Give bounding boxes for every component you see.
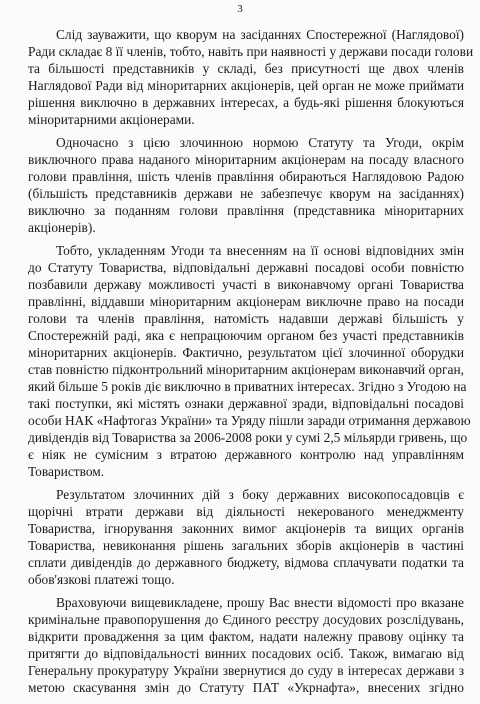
paragraph — [28, 134, 464, 236]
paragraph — [28, 242, 471, 480]
paragraph — [28, 26, 474, 128]
text-line: Тобто, укладенням Угоди та внесенням на її основі відповідних змін — [56, 243, 464, 258]
text-line: відкрити провадження за цим фактом, надати належну правову оцінку та — [28, 629, 464, 644]
text-line: позбавили державу можливості участі в виконавчому органі Товариства — [28, 277, 464, 292]
text-line: Слід зауважити, що кворум на засіданнях Спостережної (Наглядової) — [56, 27, 464, 42]
paragraph — [28, 486, 464, 588]
page-number: 3 — [237, 3, 243, 15]
text-line: та більшості представників у складі, без присутності ще двох членів — [28, 61, 464, 76]
text-line: Товариства, ігнорування законних вимог акціонерів та вищих органів — [28, 521, 464, 536]
text-line: Результатом злочинних дій з боку державних високопосадовців є — [56, 487, 464, 502]
text-line: Враховуючи вищевикладене, прошу Вас внести відомості про вказане — [56, 595, 464, 610]
text-line: притягти до відповідальності винних посадових осіб. Також, вимагаю від — [28, 646, 464, 661]
document-body — [28, 26, 474, 702]
text-line: Наглядової Ради від міноритарних акціонерів, цей орган не може приймати — [28, 78, 464, 93]
text-line: виключного права наданого міноритарним акціонерам на посаду власного — [28, 152, 464, 167]
text-line: міноритарних акціонерів. Фактично, результатом цієї злочинної оборудки — [28, 345, 464, 360]
text-line: Ради складає 8 її членів, тобто, навіть при наявності у держави посади голови — [28, 44, 474, 59]
text-line: дивідендів від Товариства за 2006-2008 роки у сумі 2,5 мільярди гривень, що — [28, 430, 468, 445]
text-line: є ніяк не сумісним з втратою державного контролю над управлінням — [28, 447, 464, 462]
text-line: метою скасування змін до Статуту ПАТ «Укрнафта», внесених згідно — [28, 680, 464, 695]
text-line: особи НАК «Нафтогаз України» та Уряду пішли заради отримання державою — [28, 413, 471, 428]
text-line: такі поступки, які містять ознаки державної зради, відповідальні посадові — [28, 396, 464, 411]
text-line: який більше 5 років діє виключно в приватних інтересах. Згідно з Угодою на — [28, 379, 467, 394]
text-line: (більшість представників держави не забезпечує кворум на засіданнях) — [28, 186, 464, 201]
text-line: обов'язкові платежі тощо. — [28, 572, 175, 587]
text-line: Генеральну прокуратуру України звернутися до суду в інтересах держави з — [28, 663, 464, 678]
text-line: голови правління, шість членів правління обираються Наглядовою Радою — [28, 169, 464, 184]
text-line: акціонерів). — [28, 220, 96, 235]
text-line: став повністю підконтрольний міноритарним акціонерам виконавчий орган, — [28, 362, 464, 377]
text-line: кримінальне правопорушення до Єдиного реєстру досудових розслідувань, — [28, 612, 464, 627]
text-line: щорічні втрати держави від діяльності некерованого менеджменту — [28, 504, 464, 519]
text-line: виключно за поданням голови правління (представника міноритарних — [28, 203, 464, 218]
text-line: Товариством. — [28, 464, 105, 479]
text-line: рішення виключно в державних інтересах, а будь-які рішення блокуються — [28, 95, 464, 110]
text-line: до Статуту Товариства, відповідальні державні посадові особи повністю — [28, 260, 464, 275]
text-line: Спостережній раді, яка є непрацюючим органом без участі представників — [28, 328, 464, 343]
text-line: сплати дивідендів до державного бюджету, відмова сплачувати податки та — [28, 555, 464, 570]
text-line: голови та членів правління, натомість надавши державі більшість у — [28, 311, 464, 326]
text-line: Одночасно з цією злочинною нормою Статуту та Угоди, окрім — [56, 135, 464, 150]
text-line: правлінні, віддавши міноритарним акціонерам виключне право на посади — [28, 294, 464, 309]
text-line: міноритарними акціонерами. — [28, 112, 195, 127]
text-line: Товариства, невиконання рішень загальних зборів акціонерів в частині — [28, 538, 464, 553]
paragraph — [28, 594, 464, 696]
